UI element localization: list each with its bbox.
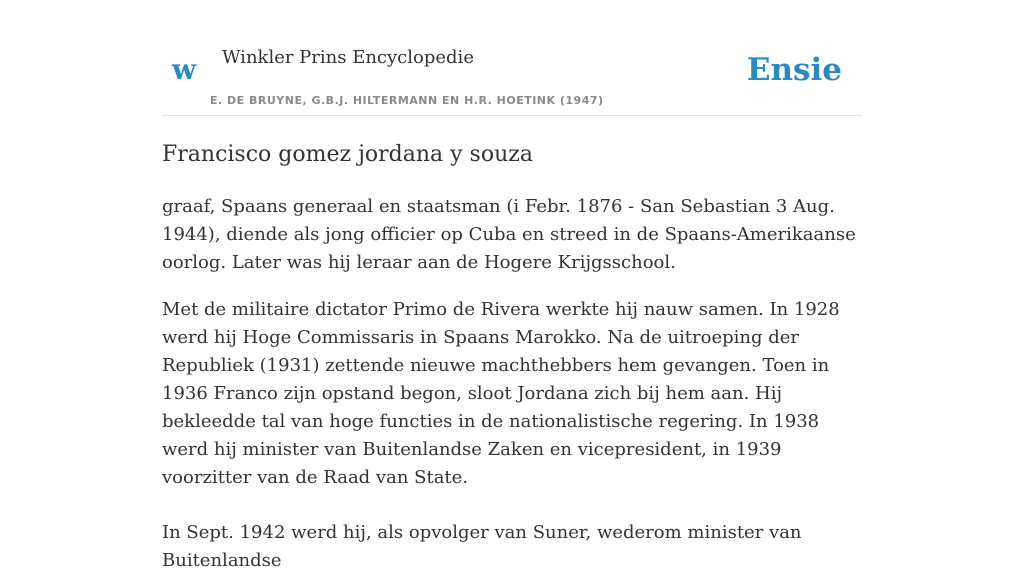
- article-title: Francisco gomez jordana y souza: [162, 142, 533, 167]
- article-paragraph: graaf, Spaans generaal en staatsman (i Febr. 1876 - San Sebastian 3 Aug. 1944), diende als jong officier op Cuba en streed in de Spaans-Amerikaanse oorlog. Later was hij leraar aan de Hogere Krijgsschool.: [162, 196, 856, 273]
- article-paragraph: Met de militaire dictator Primo de Rivera werkte hij nauw samen. In 1928 werd hij Hoge Commissaris in Spaans Marokko. Na de uitroeping der Republiek (1931) zettende nieuwe machthebbers hem gevangen. Toen in 1936 Franco zijn opstand begon, sloot Jordana zich bij hem aan. Hij bekleedde tal van hoge functies in de nationalistische regering. In 1938 werd hij minister van Buitenlandse Zaken en vicepresident, in 1939 voorzitter van de Raad van State.: [162, 299, 840, 488]
- source-authors: E. DE BRUYNE, G.B.J. HILTERMANN EN H.R. HOETINK (1947): [210, 94, 604, 107]
- article-paragraph: In Sept. 1942 werd hij, als opvolger van Suner, wederom minister van Buitenlandse: [162, 522, 802, 571]
- source-logo[interactable]: w: [172, 53, 197, 86]
- page-container: [162, 0, 862, 575]
- source-title[interactable]: Winkler Prins Encyclopedie: [222, 47, 474, 68]
- ensie-logo[interactable]: Ensie: [746, 52, 842, 88]
- source-header: [162, 0, 862, 116]
